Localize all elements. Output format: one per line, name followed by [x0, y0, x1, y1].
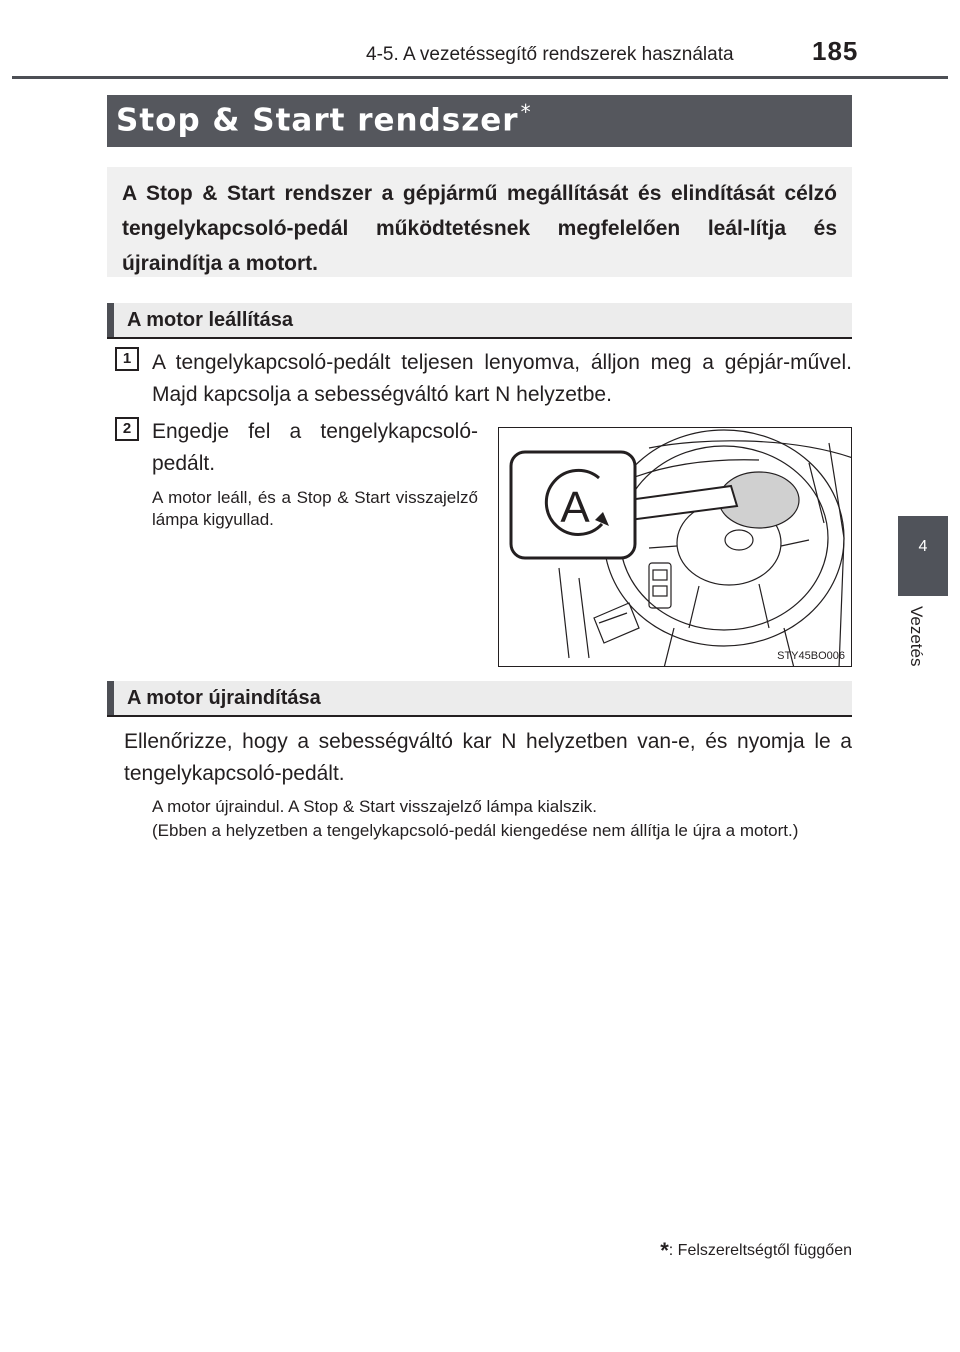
steering-wheel-drawing [499, 428, 852, 667]
steering-wheel-illustration [498, 427, 852, 667]
page-title-text: Stop & Start rendszer [116, 102, 519, 139]
page-number: 185 [812, 36, 859, 66]
section-heading-restart [107, 681, 852, 717]
chapter-tab [898, 516, 948, 596]
step-number-1: 1 [115, 347, 139, 371]
step-1-text: A tengelykapcsoló-pedált teljesen lenyomva, álljon meg a gépjár-művel. Majd kapcsolja a sebességváltó kart N helyzetbe. [152, 351, 852, 406]
chapter-tab-number: 4 [918, 538, 928, 555]
restart-note-2: (Ebben a helyzetben a tengelykapcsoló-pedál kiengedése nem állítja le újra a motort.) [152, 821, 799, 840]
footnote [596, 1238, 852, 1264]
section-heading-restart-text: A motor újraindítása [127, 687, 321, 709]
restart-note-1: A motor újraindul. A Stop & Start visszajelző lámpa kialszik. [152, 797, 598, 816]
title-footnote-star: * [520, 100, 532, 124]
figure-code: STY45BO006 [777, 650, 845, 662]
step-2-note: A motor leáll, és a Stop & Start visszajelző lámpa kigyullad. [152, 488, 478, 529]
running-header-section: 4-5. A vezetéssegítő rendszerek használata [366, 44, 734, 65]
step-number-2: 2 [115, 417, 139, 441]
header-rule [12, 76, 948, 79]
chapter-tab-label: Vezetés [907, 606, 926, 667]
footnote-text: : Felszereltségtől függően [668, 1242, 852, 1259]
section-heading-stop [107, 303, 852, 339]
restart-text: Ellenőrizze, hogy a sebességváltó kar N helyzetben van-e, és nyomja le a tengelykapcsoló-pedált. [124, 730, 852, 785]
section-heading-bar [107, 303, 114, 337]
footnote-star: * [660, 1238, 669, 1263]
callout-letter: A [560, 483, 590, 532]
section-heading-stop-text: A motor leállítása [127, 309, 293, 331]
intro-text: A Stop & Start rendszer a gépjármű megállítását és elindítását célzó tengelykapcsoló-pedál működtetésnek megfelelően leál-lítja és újraindítja a motort. [122, 182, 837, 275]
section-heading-bar [107, 681, 114, 715]
page-title [116, 100, 532, 138]
step-2-text: Engedje fel a tengelykapcsoló-pedált. [152, 420, 478, 475]
